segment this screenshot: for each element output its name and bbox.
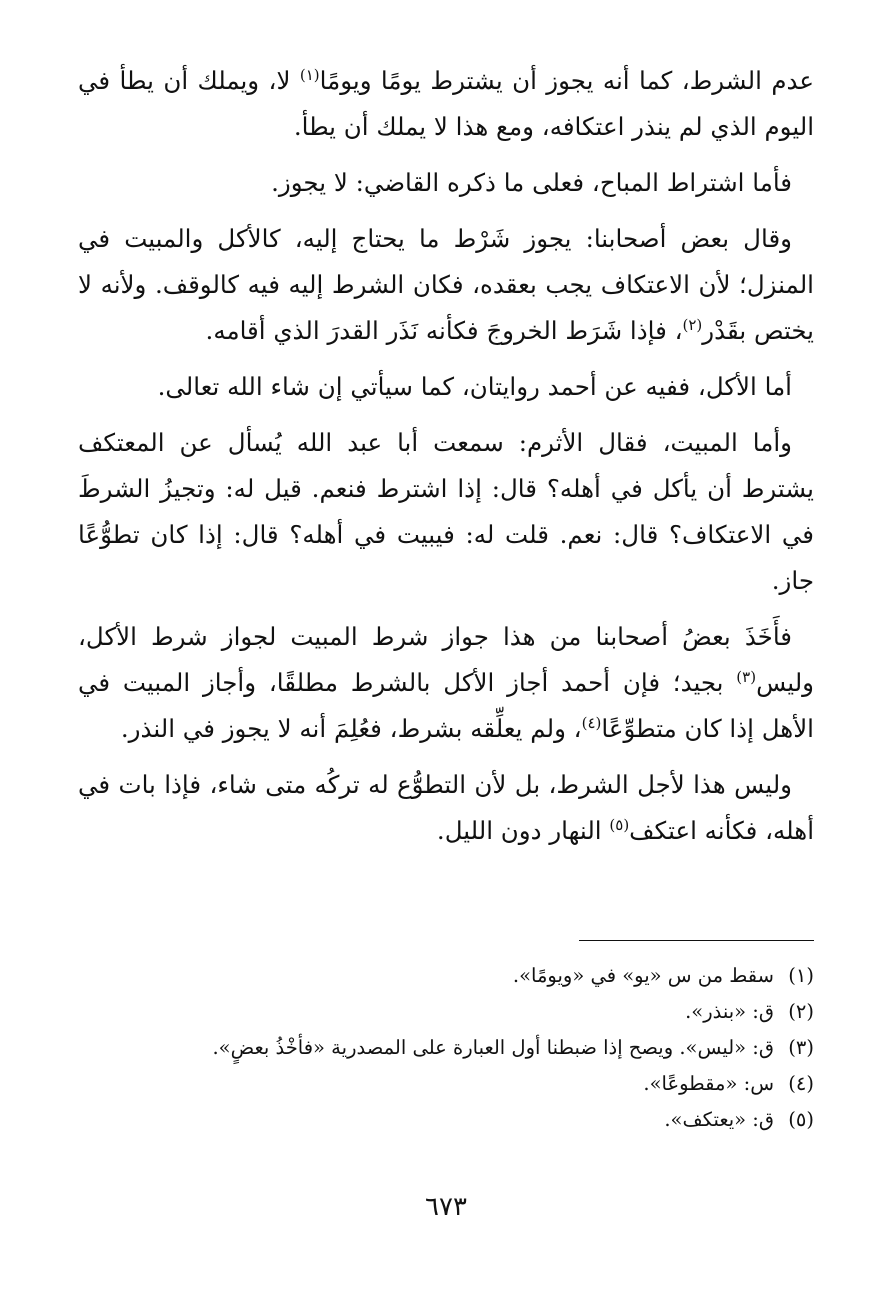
paragraph-6-text-b: بجيد؛ فإن أحمد أجاز الأكل بالشرط مطلقًا، وأجاز المبيت في الأهل إذا كان متطوِّعًا xyxy=(78,668,814,743)
paragraph-2: فأما اشتراط المباح، فعلى ما ذكره القاضي: لا يجوز. xyxy=(271,168,792,197)
paragraph-1 xyxy=(78,58,814,150)
paragraph-6-text-a: فأَخَذَ بعضُ أصحابنا من هذا جواز شرط المبيت لجواز شرط الأكل، وليس xyxy=(78,622,814,697)
paragraph-6-text-c: ، ولم يعلِّقه بشرط، فعُلِمَ أنه لا يجوز في النذر. xyxy=(120,714,582,743)
footnote-text: سقط من س «يو» في «ويومًا». xyxy=(512,964,774,987)
footnote-text: ق: «يعتكف». xyxy=(664,1108,774,1131)
footnote-number: (١) xyxy=(788,964,814,987)
footnote-3 xyxy=(78,1030,814,1066)
paragraph-5: وأما المبيت، فقال الأثرم: سمعت أبا عبد الله يُسأل عن المعتكف يشترط أن يأكل في أهله؟ قال: إذا اشترط فنعم. قيل له: وتجيزُ الشرطَ في الاعتكاف؟ قال: نعم. قلت له: فيبيت في أهله؟ قال: إذا كان تطوُّعًا جاز. xyxy=(78,428,814,595)
paragraph-1-text-b: لا، ويملك أن يطأ في اليوم الذي لم ينذر اعتكافه، ومع هذا لا يملك أن يطأ. xyxy=(78,66,814,141)
paragraph-3-text-a: وقال بعض أصحابنا: يجوز شَرْط ما يحتاج إليه، كالأكل والمبيت في المنزل؛ لأن الاعتكاف يجب بعقده، فكان الشرط إليه فيه كالوقف. ولأنه لا يختص بقَدْر xyxy=(78,224,814,345)
footnote-2 xyxy=(78,994,814,1030)
paragraph-7-text-b: النهار دون الليل. xyxy=(436,816,610,845)
paragraph-1-text-a: عدم الشرط، كما أنه يجوز أن يشترط يومًا ويومًا xyxy=(319,66,814,95)
footnotes xyxy=(78,958,814,1138)
footnote-ref-2: (٢) xyxy=(682,316,703,334)
footnote-number: (٢) xyxy=(788,1000,814,1023)
paragraph-7 xyxy=(78,762,814,854)
page-number: ٦٧٣ xyxy=(425,1192,467,1222)
footnote-text: ق: «بنذر». xyxy=(685,1000,774,1023)
paragraph-3 xyxy=(78,216,814,354)
footnote-separator xyxy=(579,940,814,941)
paragraph-6 xyxy=(78,614,814,752)
footnote-ref-5: (٥) xyxy=(609,816,630,834)
paragraph-7-text-a: وليس هذا لأجل الشرط، بل لأن التطوُّع له تركُه متى شاء، فإذا بات في أهله، فكأنه اعتكف xyxy=(78,770,814,845)
footnote-ref-4: (٤) xyxy=(581,714,602,732)
footnote-number: (٣) xyxy=(788,1036,814,1059)
paragraph-4: أما الأكل، ففيه عن أحمد روايتان، كما سيأتي إن شاء الله تعالى. xyxy=(157,372,792,401)
footnote-1 xyxy=(78,958,814,994)
footnote-ref-3: (٣) xyxy=(736,668,757,686)
paragraph-3-text-b: ، فإذا شَرَط الخروجَ فكأنه نَذَر القدرَ الذي أقامه. xyxy=(205,316,683,345)
footnote-4 xyxy=(78,1066,814,1102)
footnote-text: ق: «ليس». ويصح إذا ضبطنا أول العبارة على المصدرية «فأخْذُ بعضٍ». xyxy=(212,1036,774,1059)
footnote-number: (٥) xyxy=(788,1108,814,1131)
footnote-number: (٤) xyxy=(788,1072,814,1095)
page-body xyxy=(78,58,814,864)
footnote-5 xyxy=(78,1102,814,1138)
footnote-text: س: «مقطوعًا». xyxy=(643,1072,774,1095)
footnote-ref-1: (١) xyxy=(299,66,320,84)
